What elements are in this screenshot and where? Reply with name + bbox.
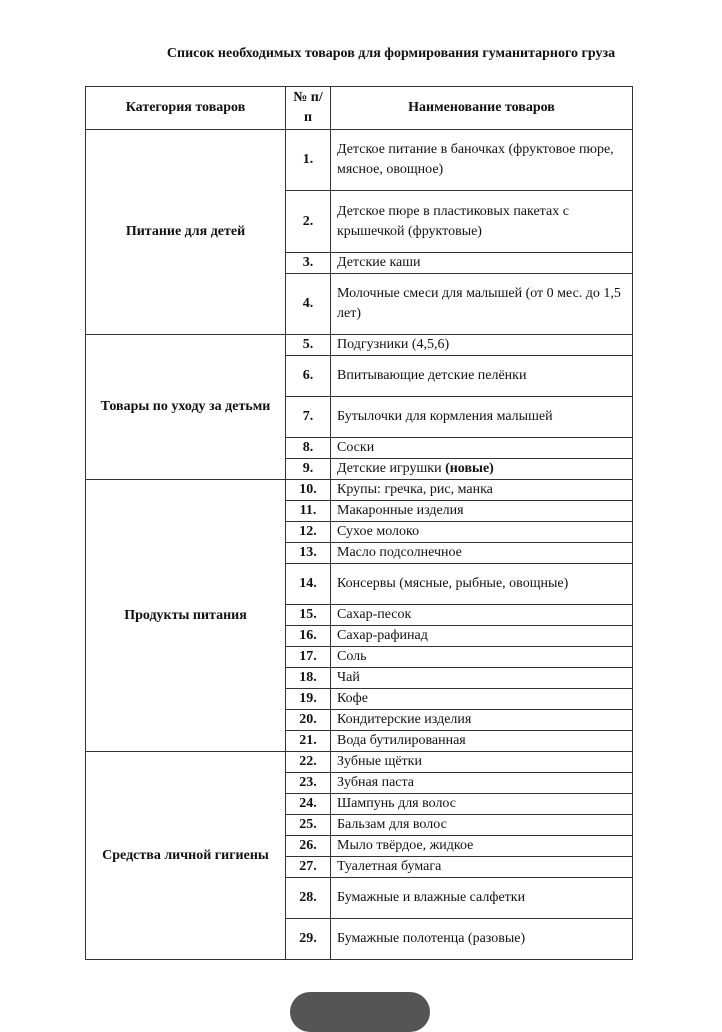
item-number: 4. bbox=[286, 274, 331, 335]
header-number: № п/п bbox=[286, 87, 331, 130]
item-name-cell bbox=[331, 773, 633, 794]
item-name-cell bbox=[331, 459, 633, 480]
category-cell: Средства личной гигиены bbox=[86, 752, 286, 960]
item-name-cell bbox=[331, 274, 633, 335]
item-name-cell bbox=[331, 647, 633, 668]
item-name-cell bbox=[331, 564, 633, 605]
item-name: Впитывающие детские пелёнки bbox=[337, 368, 527, 383]
item-number: 13. bbox=[286, 543, 331, 564]
item-number: 3. bbox=[286, 253, 331, 274]
item-name-cell bbox=[331, 626, 633, 647]
item-name-cell bbox=[331, 689, 633, 710]
table-row bbox=[86, 480, 633, 501]
item-name-cell bbox=[331, 836, 633, 857]
item-name: Бумажные полотенца (разовые) bbox=[337, 931, 526, 946]
item-number: 26. bbox=[286, 836, 331, 857]
table-row bbox=[86, 335, 633, 356]
item-number: 21. bbox=[286, 731, 331, 752]
document-title: Список необходимых товаров для формирования гуманитарного груза bbox=[166, 46, 616, 61]
item-name-cell bbox=[331, 710, 633, 731]
item-number: 23. bbox=[286, 773, 331, 794]
item-number: 9. bbox=[286, 459, 331, 480]
item-name: Детские игрушки bbox=[337, 461, 442, 476]
item-name-cell bbox=[331, 919, 633, 960]
item-number: 29. bbox=[286, 919, 331, 960]
item-number: 22. bbox=[286, 752, 331, 773]
item-number: 25. bbox=[286, 815, 331, 836]
item-name: Мыло твёрдое, жидкое bbox=[337, 838, 474, 853]
item-name: Зубные щётки bbox=[337, 754, 422, 769]
item-name: Шампунь для волос bbox=[337, 796, 456, 811]
item-note: (новые) bbox=[445, 461, 494, 476]
item-name-cell bbox=[331, 397, 633, 438]
item-name: Вода бутилированная bbox=[337, 733, 466, 748]
item-name: Детское пюре в пластиковых пакетах с крышечкой (фруктовые) bbox=[337, 203, 569, 239]
header-category: Категория товаров bbox=[86, 87, 286, 130]
item-name-cell bbox=[331, 356, 633, 397]
item-name: Бумажные и влажные салфетки bbox=[337, 890, 526, 905]
item-name-cell bbox=[331, 857, 633, 878]
table-header-row bbox=[86, 87, 633, 130]
item-number: 6. bbox=[286, 356, 331, 397]
category-cell: Продукты питания bbox=[86, 480, 286, 752]
item-name: Молочные смеси для малышей (от 0 мес. до 1,5 лет) bbox=[337, 286, 621, 321]
item-number: 2. bbox=[286, 191, 331, 253]
item-number: 12. bbox=[286, 522, 331, 543]
item-name: Кондитерские изделия bbox=[337, 712, 472, 727]
item-name: Бутылочки для кормления малышей bbox=[337, 409, 553, 424]
item-number: 18. bbox=[286, 668, 331, 689]
item-name-cell bbox=[331, 335, 633, 356]
item-name-cell bbox=[331, 191, 633, 253]
item-name-cell bbox=[331, 668, 633, 689]
item-name: Детские каши bbox=[337, 255, 421, 270]
item-name: Кофе bbox=[337, 691, 368, 706]
item-number: 17. bbox=[286, 647, 331, 668]
item-name-cell bbox=[331, 438, 633, 459]
item-number: 7. bbox=[286, 397, 331, 438]
item-name: Детское питание в баночках (фруктовое пюре, мясное, овощное) bbox=[337, 142, 614, 177]
item-name-cell bbox=[331, 501, 633, 522]
item-name: Сахар-песок bbox=[337, 607, 412, 622]
item-name-cell bbox=[331, 253, 633, 274]
item-number: 10. bbox=[286, 480, 331, 501]
goods-table bbox=[85, 86, 633, 960]
item-name: Макаронные изделия bbox=[337, 503, 464, 518]
floating-overlay-button[interactable] bbox=[290, 992, 430, 1032]
item-name-cell bbox=[331, 130, 633, 191]
item-name: Крупы: гречка, рис, манка bbox=[337, 482, 493, 497]
item-name-cell bbox=[331, 480, 633, 501]
header-name: Наименование товаров bbox=[331, 87, 633, 130]
item-number: 15. bbox=[286, 605, 331, 626]
item-name-cell bbox=[331, 878, 633, 919]
item-number: 19. bbox=[286, 689, 331, 710]
table-row bbox=[86, 130, 633, 191]
item-name: Соски bbox=[337, 440, 375, 455]
item-number: 28. bbox=[286, 878, 331, 919]
item-number: 5. bbox=[286, 335, 331, 356]
item-number: 16. bbox=[286, 626, 331, 647]
item-name: Туалетная бумага bbox=[337, 859, 442, 874]
item-number: 1. bbox=[286, 130, 331, 191]
item-name-cell bbox=[331, 752, 633, 773]
item-name-cell bbox=[331, 731, 633, 752]
item-name: Сахар-рафинад bbox=[337, 628, 428, 643]
item-name-cell bbox=[331, 605, 633, 626]
category-cell: Питание для детей bbox=[86, 130, 286, 335]
item-name: Сухое молоко bbox=[337, 524, 420, 539]
item-name-cell bbox=[331, 522, 633, 543]
item-name: Зубная паста bbox=[337, 775, 415, 790]
table-body bbox=[86, 130, 633, 960]
item-number: 20. bbox=[286, 710, 331, 731]
item-number: 8. bbox=[286, 438, 331, 459]
item-number: 27. bbox=[286, 857, 331, 878]
table-row bbox=[86, 752, 633, 773]
item-name: Чай bbox=[337, 670, 360, 685]
item-name: Масло подсолнечное bbox=[337, 545, 462, 560]
item-number: 11. bbox=[286, 501, 331, 522]
item-number: 24. bbox=[286, 794, 331, 815]
item-name-cell bbox=[331, 543, 633, 564]
item-name: Подгузники (4,5,6) bbox=[337, 337, 450, 352]
item-name-cell bbox=[331, 794, 633, 815]
item-name: Бальзам для волос bbox=[337, 817, 447, 832]
category-cell: Товары по уходу за детьми bbox=[86, 335, 286, 480]
item-name-cell bbox=[331, 815, 633, 836]
item-name: Консервы (мясные, рыбные, овощные) bbox=[337, 576, 569, 591]
item-name: Соль bbox=[337, 649, 367, 664]
item-number: 14. bbox=[286, 564, 331, 605]
